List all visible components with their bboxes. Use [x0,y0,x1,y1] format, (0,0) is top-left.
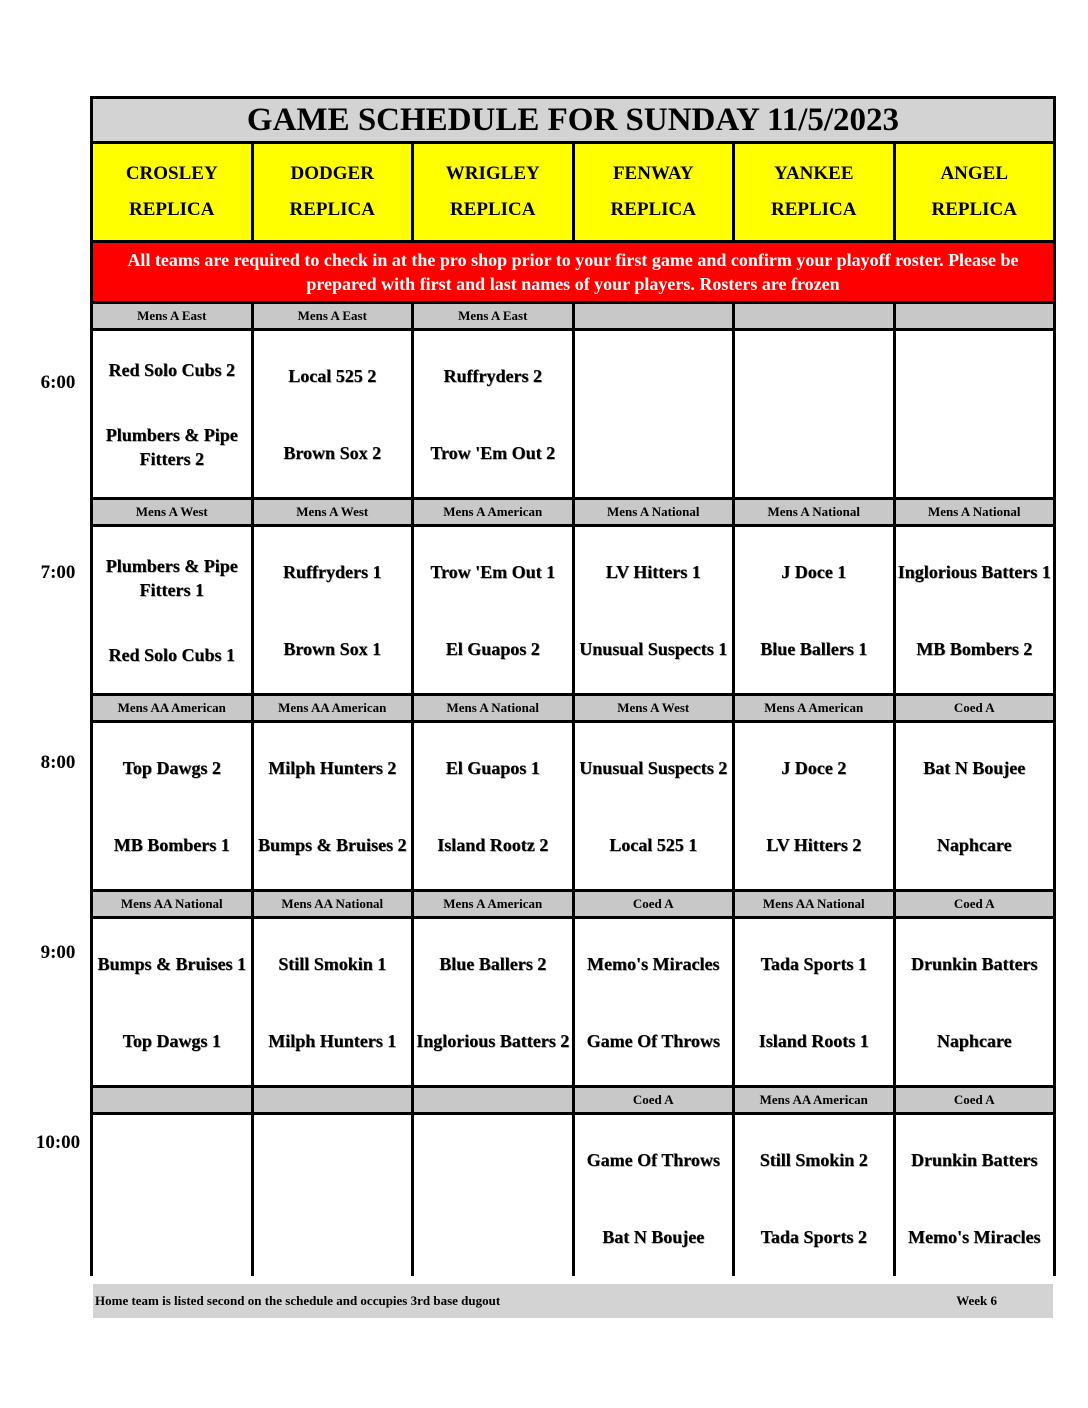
game-cell [896,1115,1054,1281]
field-header-fenway [575,144,733,240]
field-sub: REPLICA [128,199,215,220]
away-team: J Doce 2 [781,757,847,778]
game-cell [575,919,733,1085]
game-cell [93,527,251,693]
game-cell [896,723,1054,889]
home-team: Bumps & Bruises 2 [257,834,407,855]
game-cell [93,1115,251,1281]
field-sub: REPLICA [610,199,696,220]
field-name: ANGEL [940,163,1009,184]
home-team: Game Of Throws [586,1030,720,1051]
game-cell [896,919,1054,1085]
game-cell [414,527,572,693]
away-team: Plumbers & Pipe Fitters 1 [105,555,238,600]
field-name: WRIGLEY [445,163,540,184]
field-name: CROSLEY [125,163,218,184]
home-team: Plumbers & Pipe Fitters 2 [105,424,238,469]
division-label [896,304,1054,328]
division-label [254,1088,412,1112]
home-team: Unusual Suspects 1 [579,638,728,659]
division-label: Mens AA American [254,696,412,720]
division-label: Mens A American [735,696,893,720]
game-cell [414,723,572,889]
game-cell [735,723,893,889]
game-cell [414,1115,572,1281]
home-team: Local 525 1 [609,834,698,855]
home-team: LV Hitters 2 [766,834,862,855]
division-label: Mens AA National [254,892,412,916]
division-label: Mens A National [575,500,733,524]
game-cell [254,527,412,693]
game-cell [93,331,251,497]
field-header-crosley [93,144,251,240]
game-cell [735,527,893,693]
home-team: MB Bombers 2 [916,638,1033,659]
home-team: Naphcare [936,1030,1012,1051]
division-label: Coed A [896,892,1054,916]
away-team: J Doce 1 [781,561,847,582]
away-team: Local 525 2 [288,365,377,386]
home-team: Top Dawgs 1 [122,1030,221,1051]
away-team: Ruffryders 1 [283,561,382,582]
division-label: Mens A East [414,304,572,328]
game-cell [896,331,1054,497]
field-sub: REPLICA [931,199,1017,220]
game-cell [735,1115,893,1281]
field-name: FENWAY [612,163,694,184]
game-cell [254,919,412,1085]
home-team: El Guapos 2 [445,638,540,659]
away-team: Bat N Boujee [923,757,1026,778]
division-label: Mens A American [414,500,572,524]
home-team: Memo's Miracles [908,1226,1041,1247]
division-label: Mens A American [414,892,572,916]
division-label: Mens A West [93,500,251,524]
division-label: Mens A National [896,500,1054,524]
division-label: Mens AA American [735,1088,893,1112]
division-label [735,304,893,328]
division-label [414,1088,572,1112]
away-team: Top Dawgs 2 [122,757,221,778]
schedule-footer [93,1284,1053,1318]
division-label: Mens AA National [735,892,893,916]
away-team: Trow 'Em Out 1 [430,561,556,582]
away-team: Blue Ballers 2 [439,953,547,974]
division-label [93,1088,251,1112]
division-label: Mens A National [414,696,572,720]
game-cell [254,723,412,889]
away-team: Unusual Suspects 2 [579,757,728,778]
game-cell [575,723,733,889]
home-team: Red Solo Cubs 1 [108,644,236,665]
away-team: Memo's Miracles [587,953,720,974]
away-team: LV Hitters 1 [605,561,701,582]
game-cell [254,331,412,497]
division-label: Mens A West [254,500,412,524]
home-team: Inglorious Batters 2 [416,1030,570,1051]
game-cell [254,1115,412,1281]
home-team: Milph Hunters 1 [268,1030,397,1051]
field-header-dodger [254,144,412,240]
game-cell [575,527,733,693]
field-header-yankee [735,144,893,240]
field-sub: REPLICA [289,199,375,220]
home-team: Blue Ballers 1 [760,638,868,659]
division-label [575,304,733,328]
game-cell [414,331,572,497]
division-label: Mens AA National [93,892,251,916]
away-team: Game Of Throws [586,1149,720,1170]
time-label: 10:00 [35,1132,81,1153]
away-team: Bumps & Bruises 1 [97,953,247,974]
division-label: Coed A [896,1088,1054,1112]
home-team: Island Roots 1 [758,1030,869,1051]
time-label: 8:00 [40,752,76,773]
away-team: Ruffryders 2 [443,365,542,386]
division-label: Mens A East [93,304,251,328]
field-header-wrigley [414,144,572,240]
game-cell [575,331,733,497]
division-label: Mens AA American [93,696,251,720]
away-team: Still Smokin 1 [278,953,387,974]
home-team: Island Rootz 2 [437,834,549,855]
home-team: Brown Sox 2 [283,442,382,463]
away-team: Inglorious Batters 1 [897,561,1051,582]
game-cell [735,331,893,497]
checkin-notice: All teams are required to check in at the pro shop prior to your first game and confirm your playoff roster. Please be prepared with first and last names of your players. Rosters are frozen [93,243,1053,301]
division-label: Mens A National [735,500,893,524]
time-label: 7:00 [40,562,76,583]
game-cell [896,527,1054,693]
home-team: Bat N Boujee [602,1226,705,1247]
field-name: DODGER [290,163,374,184]
division-label: Mens A East [254,304,412,328]
home-team: Trow 'Em Out 2 [430,442,556,463]
home-team: Naphcare [936,834,1012,855]
field-sub: REPLICA [449,199,536,220]
field-sub: REPLICA [770,199,857,220]
division-label: Coed A [575,892,733,916]
home-team: Brown Sox 1 [283,638,382,659]
division-label: Coed A [896,696,1054,720]
away-team: Drunkin Batters [910,1149,1038,1170]
game-cell [93,919,251,1085]
away-team: El Guapos 1 [445,757,540,778]
time-label: 9:00 [40,942,76,963]
game-cell [735,919,893,1085]
schedule-table [90,96,1056,1308]
field-name: YANKEE [773,163,854,184]
home-team: MB Bombers 1 [113,834,230,855]
game-cell [93,723,251,889]
footer-note: Home team is listed second on the schedule and occupies 3rd base dugout [95,1293,501,1308]
away-team: Tada Sports 1 [760,953,867,974]
away-team: Drunkin Batters [910,953,1038,974]
away-team: Still Smokin 2 [759,1149,868,1170]
schedule-title: GAME SCHEDULE FOR SUNDAY 11/5/2023 [93,99,1053,141]
field-header-angel [896,144,1054,240]
time-label: 6:00 [40,372,76,393]
away-team: Milph Hunters 2 [268,757,397,778]
game-cell [575,1115,733,1281]
home-team: Tada Sports 2 [760,1226,867,1247]
division-label: Coed A [575,1088,733,1112]
game-cell [414,919,572,1085]
week-label: Week 6 [956,1293,997,1308]
away-team: Red Solo Cubs 2 [108,359,236,380]
division-label: Mens A West [575,696,733,720]
